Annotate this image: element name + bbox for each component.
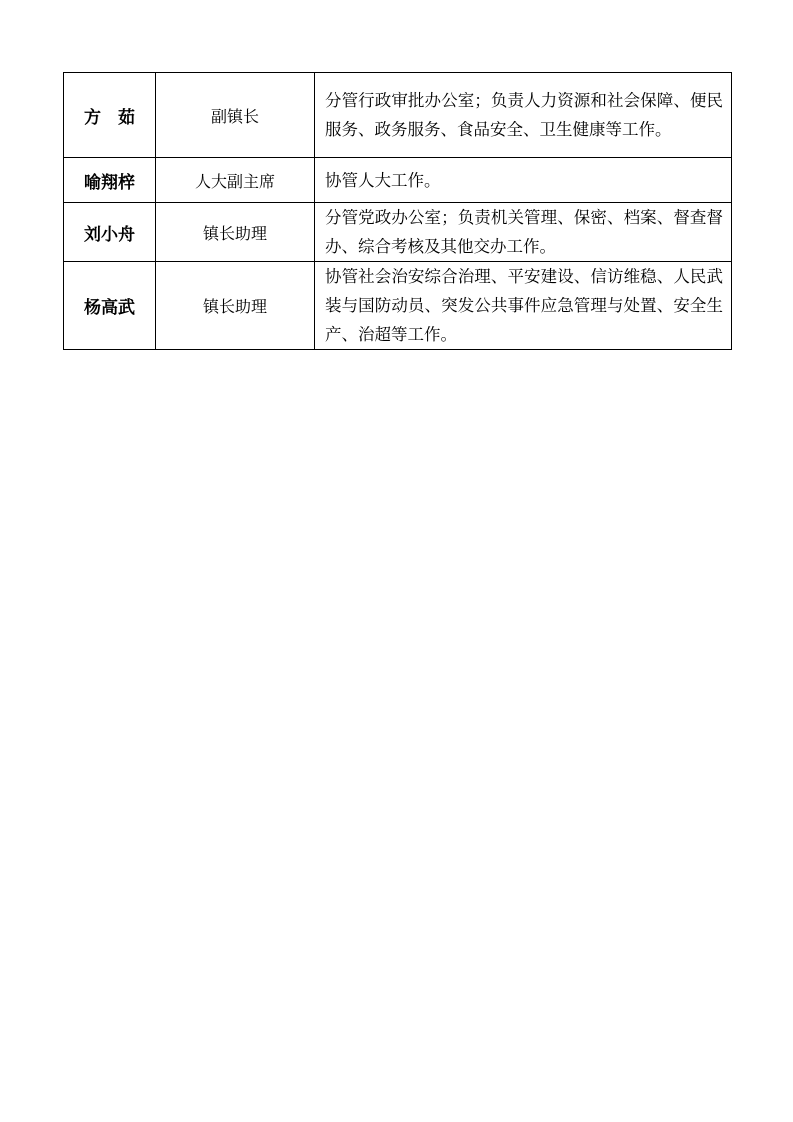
official-duties-cell <box>315 73 732 158</box>
official-name: 刘小舟 <box>64 203 156 262</box>
official-position: 镇长助理 <box>156 262 315 350</box>
official-position: 镇长助理 <box>156 203 315 262</box>
official-duties-cell <box>315 158 732 203</box>
official-position: 人大副主席 <box>156 158 315 203</box>
official-duties: 分管党政办公室；负责机关管理、保密、档案、督查督办、综合考核及其他交办工作。 <box>325 208 723 256</box>
official-duties: 协管社会治安综合治理、平安建设、信访维稳、人民武装与国防动员、突发公共事件应急管理与处置、安全生产、治超等工作。 <box>325 267 723 344</box>
official-name: 杨高武 <box>64 262 156 350</box>
table-row <box>64 203 732 262</box>
official-position: 副镇长 <box>156 73 315 158</box>
table-row <box>64 73 732 158</box>
official-duties-cell <box>315 262 732 350</box>
official-duties-cell <box>315 203 732 262</box>
official-duties: 分管行政审批办公室；负责人力资源和社会保障、便民服务、政务服务、食品安全、卫生健康等工作。 <box>325 91 723 139</box>
official-name: 方 茹 <box>64 73 156 158</box>
table-row <box>64 262 732 350</box>
leadership-duties-table <box>63 72 732 350</box>
official-name: 喻翔梓 <box>64 158 156 203</box>
table-row <box>64 158 732 203</box>
official-duties: 协管人大工作。 <box>325 170 441 190</box>
